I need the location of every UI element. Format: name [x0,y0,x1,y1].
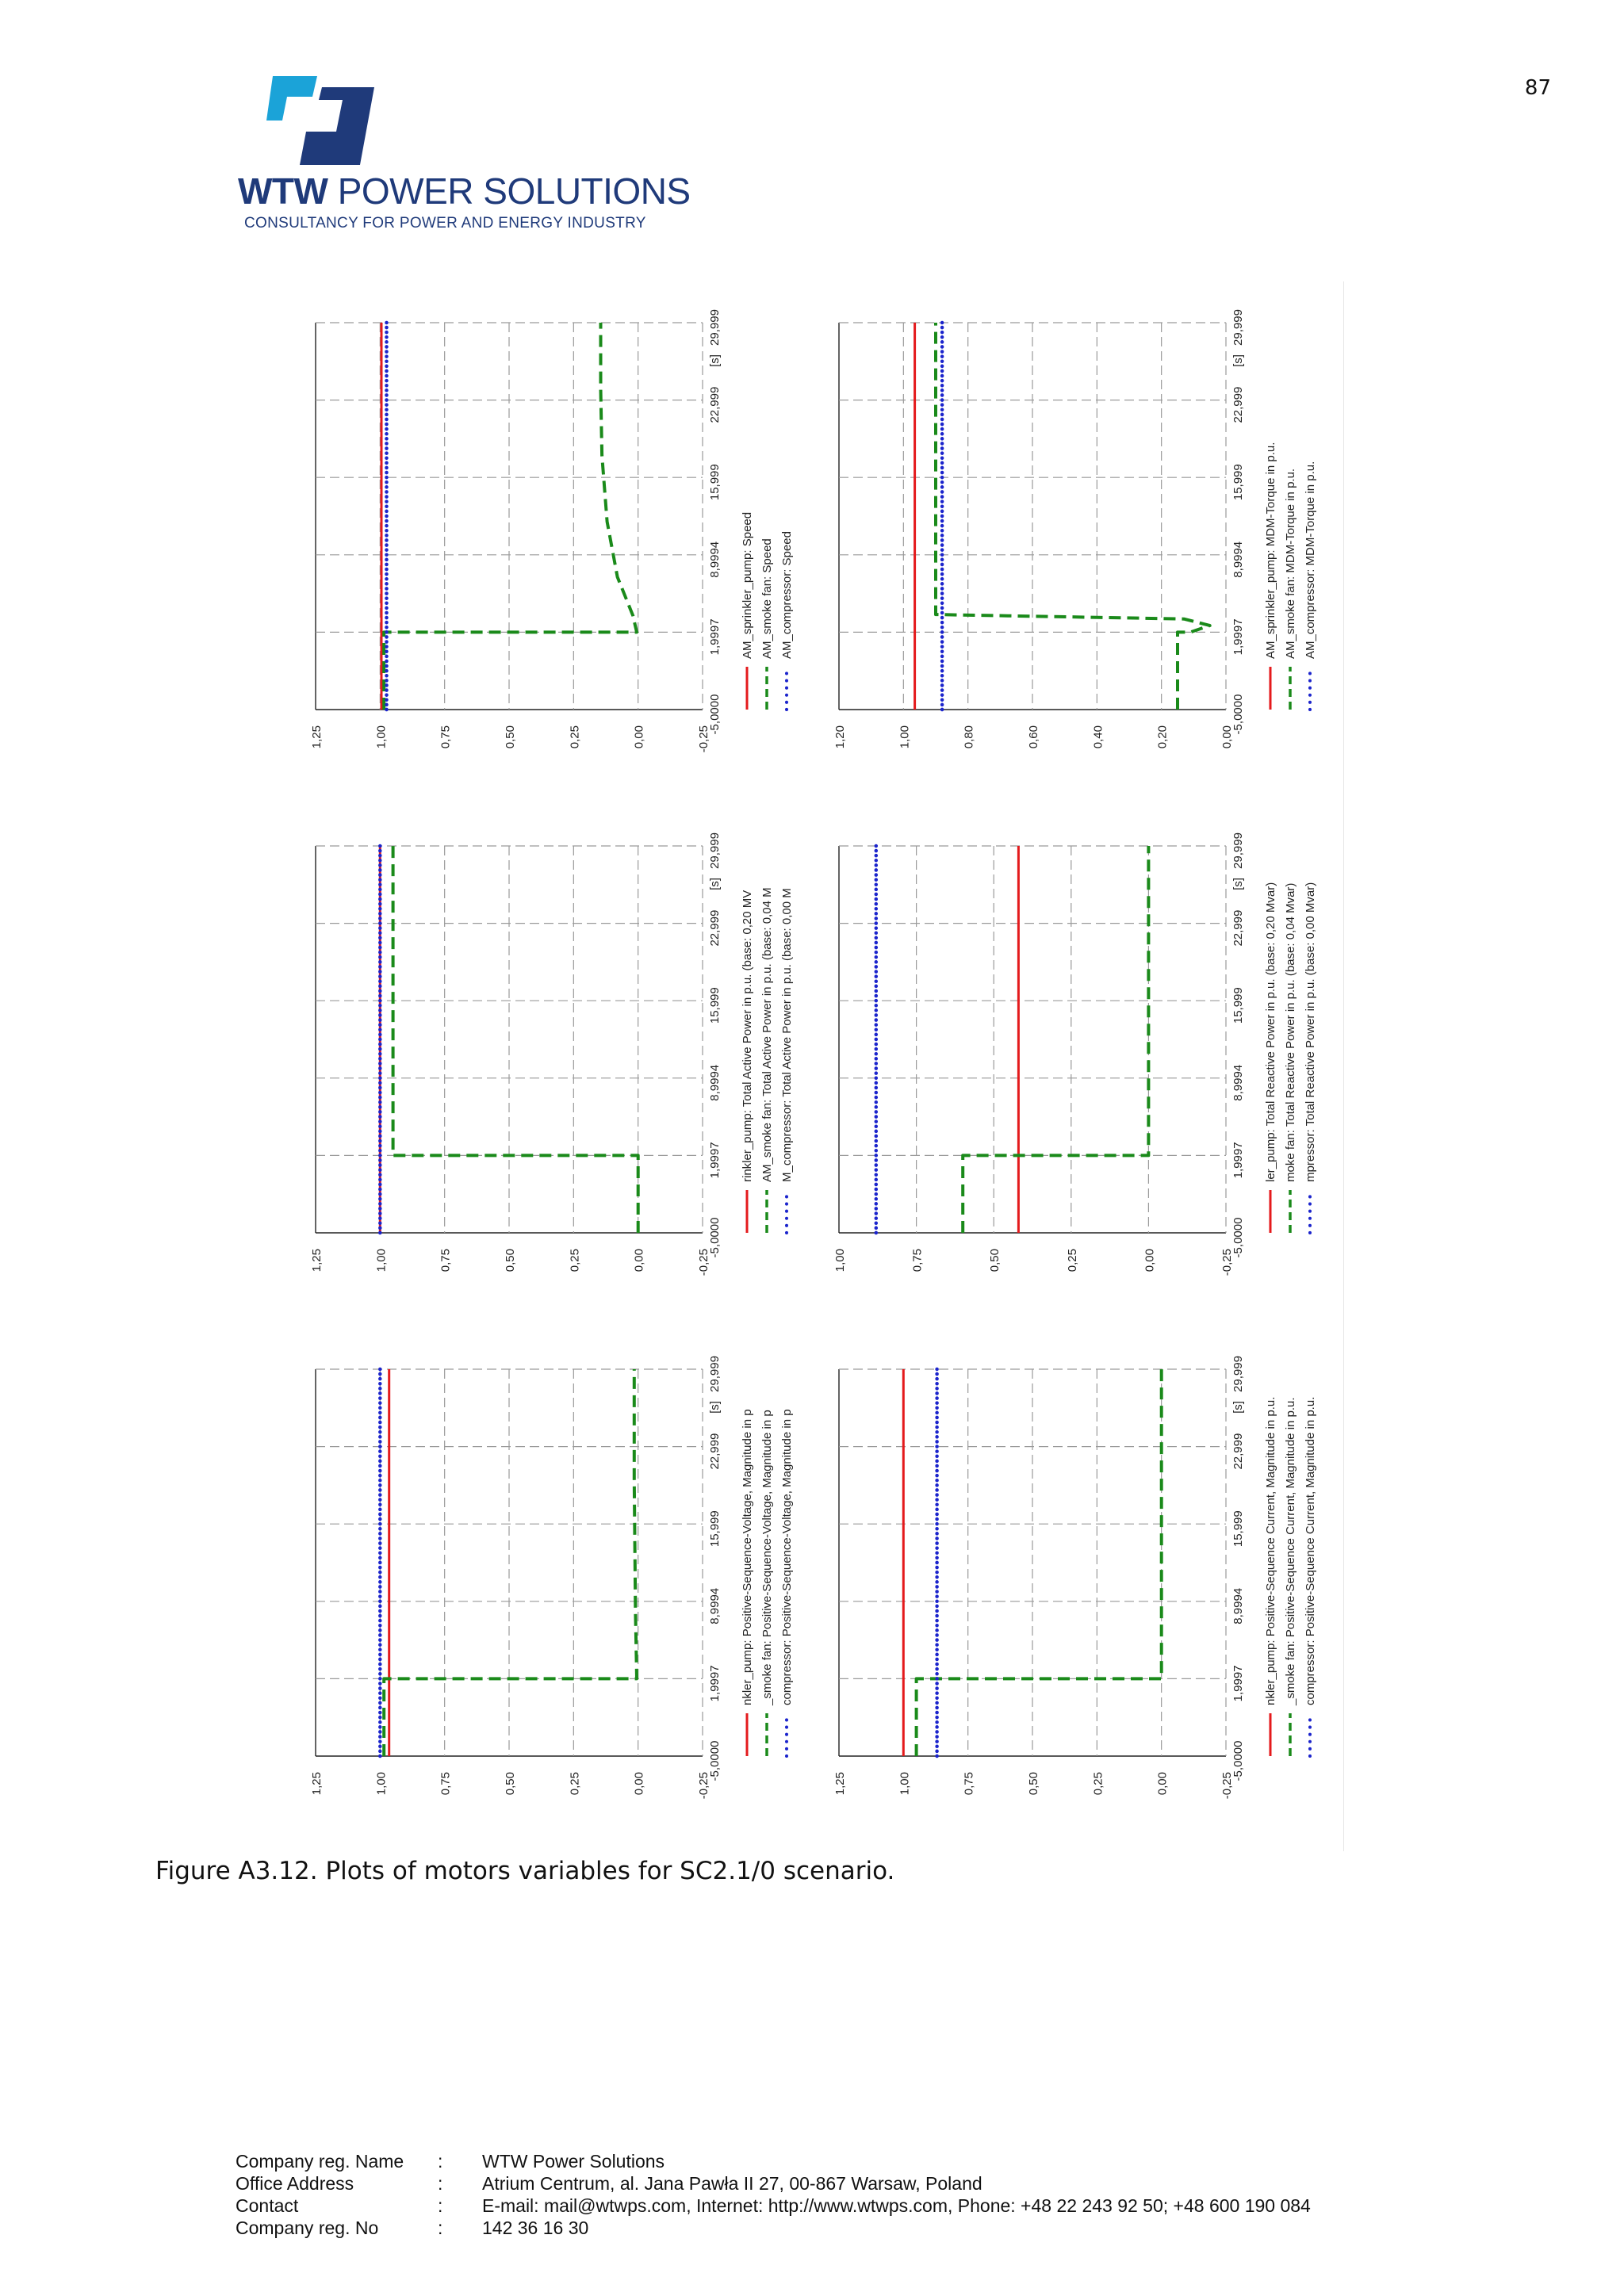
time-tick-label: 8,9994 [708,1587,722,1624]
legend-label: _smoke fan: Positive-Sequence-Voltage, Magnitude in p [760,1410,774,1705]
value-tick-label: 0,75 [962,1772,976,1796]
time-tick-label: 29,999 [1231,309,1245,346]
footer-row [236,2195,1311,2217]
legend-label: ler_pump: Total Reactive Power in p.u. (base: 0,20 Mvar) [1264,882,1277,1182]
time-unit-label: [s] [1231,878,1245,890]
legend-label: mpressor: Total Reactive Power in p.u. (base: 0,00 Mvar) [1304,882,1317,1182]
value-tick-label: 1,00 [898,1772,912,1796]
value-tick-label: 1,25 [310,725,324,749]
time-tick-label: 15,999 [1231,987,1245,1024]
time-tick-label: 29,999 [708,1356,722,1392]
logo-mark-icon [255,76,374,165]
legend-label: moke fan: Total Reactive Power in p.u. (base: 0,04 Mvar) [1284,882,1297,1182]
value-tick-label: 0,50 [988,1249,1002,1272]
value-tick-label: 0,20 [1155,725,1170,749]
series-line-green [393,846,638,1233]
time-unit-label: [s] [1231,1401,1245,1414]
time-tick-label: 22,999 [1231,909,1245,947]
time-tick-label: 1,9997 [1231,1665,1245,1702]
time-tick-label: -5,0000 [708,694,722,735]
company-footer [236,2150,1311,2239]
footer-value: 142 36 16 30 [482,2218,589,2238]
time-tick-label: 8,9994 [708,541,722,578]
footer-separator: : [438,2173,443,2194]
value-tick-label: -0,25 [1220,1772,1234,1800]
value-tick-label: 0,00 [1220,725,1234,749]
legend-label: AM_compressor: MDM-Torque in p.u. [1304,461,1317,659]
time-tick-label: 1,9997 [708,618,722,656]
time-tick-label: 1,9997 [708,1665,722,1702]
legend-label: AM_smoke fan: Total Active Power in p.u. (base: 0,04 M [760,887,774,1182]
time-tick-label: 22,999 [708,1433,722,1470]
time-tick-label: 15,999 [1231,464,1245,501]
footer-separator: : [438,2218,443,2238]
plot-current [822,1328,1345,1851]
footer-value: WTW Power Solutions [482,2151,665,2172]
value-tick-label: 0,00 [632,725,646,749]
time-tick-label: -5,0000 [708,1217,722,1258]
value-tick-label: 0,25 [568,1249,582,1272]
time-tick-label: 1,9997 [1231,618,1245,656]
value-tick-label: 1,25 [310,1249,324,1272]
value-tick-label: 0,60 [1027,725,1040,749]
page-number: 87 [1524,76,1551,100]
company-logo [238,76,691,235]
time-tick-label: 22,999 [1231,1433,1245,1470]
value-tick-label: 0,75 [910,1249,925,1272]
time-tick-label: 15,999 [708,464,722,501]
figure-area [298,281,1344,1851]
value-tick-label: 0,50 [504,1772,517,1796]
legend-label: AM_smoke fan: MDM-Torque in p.u. [1284,468,1297,659]
value-tick-label: 0,00 [1155,1772,1170,1796]
value-tick-label: 1,00 [833,1249,847,1272]
value-tick-label: 0,00 [1143,1249,1157,1272]
value-tick-label: 0,75 [439,725,453,749]
legend-label: rinkler_pump: Total Active Power in p.u. (base: 0,20 MV [741,890,754,1182]
value-tick-label: -0,25 [697,1249,710,1276]
time-unit-label: [s] [708,878,722,890]
time-tick-label: -5,0000 [708,1740,722,1781]
series-line-green [963,846,1148,1233]
value-tick-label: 1,25 [310,1772,324,1796]
footer-row [236,2172,1311,2195]
time-tick-label: 29,999 [1231,832,1245,869]
logo-company-name: WTW POWER SOLUTIONS [238,170,691,212]
footer-row [236,2217,1311,2239]
footer-label: Company reg. Name [236,2151,404,2172]
legend-label: AM_sprinkler_pump: MDM-Torque in p.u. [1264,442,1277,659]
legend-label: AM_sprinkler_pump: Speed [741,511,754,659]
plot-active-power [298,805,822,1328]
series-line-green [384,1369,637,1756]
value-tick-label: 1,20 [833,725,847,749]
legend-label: compressor: Positive-Sequence-Voltage, Magnitude in p [780,1409,794,1705]
series-line-green [917,1369,1162,1756]
footer-value: E-mail: mail@wtwps.com, Internet: http://www.wtwps.com, Phone: +48 22 243 92 50; +48 600 190 084 [482,2195,1311,2216]
footer-row [236,2150,1311,2172]
time-tick-label: 1,9997 [708,1142,722,1179]
value-tick-label: 0,00 [632,1249,646,1272]
time-tick-label: -5,0000 [1231,694,1245,735]
value-tick-label: 1,25 [833,1772,847,1796]
value-tick-label: 1,00 [374,1249,389,1272]
legend-label: nkler_pump: Positive-Sequence-Voltage, Magnitude in p [741,1409,754,1705]
series-line-green [384,323,637,710]
footer-label: Office Address [236,2173,354,2194]
time-tick-label: 8,9994 [1231,1587,1245,1624]
footer-label: Company reg. No [236,2218,379,2238]
time-tick-label: 29,999 [1231,1356,1245,1392]
time-tick-label: 8,9994 [1231,1064,1245,1101]
time-unit-label: [s] [708,354,722,367]
value-tick-label: 0,75 [439,1249,453,1272]
time-tick-label: 15,999 [708,1510,722,1548]
plot-voltage [298,1328,822,1851]
value-tick-label: 0,50 [1027,1772,1040,1796]
value-tick-label: 1,00 [374,1772,389,1796]
time-tick-label: 29,999 [708,832,722,869]
footer-separator: : [438,2195,443,2216]
figure-caption: Figure A3.12. Plots of motors variables for SC2.1/0 scenario. [155,1857,895,1885]
logo-tagline: CONSULTANCY FOR POWER AND ENERGY INDUSTRY [244,215,646,232]
value-tick-label: -0,25 [697,725,710,753]
time-tick-label: 22,999 [708,909,722,947]
time-tick-label: 15,999 [1231,1510,1245,1548]
plot-frame [839,846,1226,1233]
plot-torque [822,281,1345,805]
series-line-green [936,323,1210,710]
time-tick-label: 8,9994 [708,1064,722,1101]
legend-label: compressor: Positive-Sequence Current, Magnitude in p.u. [1304,1396,1317,1705]
value-tick-label: 0,25 [1091,1772,1105,1796]
value-tick-label: 0,25 [1065,1249,1079,1272]
footer-label: Contact [236,2195,299,2216]
legend-label: _smoke fan: Positive-Sequence Current, Magnitude in p.u. [1284,1397,1297,1705]
time-tick-label: 22,999 [1231,386,1245,423]
value-tick-label: 0,00 [632,1772,646,1796]
value-tick-label: -0,25 [1220,1249,1234,1276]
value-tick-label: 1,00 [898,725,912,749]
legend-label: AM_compressor: Speed [780,531,794,659]
time-tick-label: 15,999 [708,987,722,1024]
time-tick-label: 29,999 [708,309,722,346]
value-tick-label: -0,25 [697,1772,710,1800]
value-tick-label: 0,50 [504,725,517,749]
plot-reactive-power [822,805,1345,1328]
time-unit-label: [s] [708,1401,722,1414]
value-tick-label: 0,80 [962,725,976,749]
value-tick-label: 0,40 [1091,725,1105,749]
legend-label: M_compressor: Total Active Power in p.u. (base: 0,00 M [780,888,794,1182]
footer-value: Atrium Centrum, al. Jana Pawła II 27, 00-867 Warsaw, Poland [482,2173,982,2194]
plot-speed [298,281,822,805]
time-tick-label: -5,0000 [1231,1217,1245,1258]
value-tick-label: 0,25 [568,1772,582,1796]
value-tick-label: 1,00 [374,725,389,749]
time-tick-label: -5,0000 [1231,1740,1245,1781]
time-tick-label: 8,9994 [1231,541,1245,578]
value-tick-label: 0,75 [439,1772,453,1796]
time-unit-label: [s] [1231,354,1245,367]
legend-label: nkler_pump: Positive-Sequence Current, Magnitude in p.u. [1264,1396,1277,1705]
time-tick-label: 22,999 [708,386,722,423]
footer-separator: : [438,2151,443,2172]
legend-label: AM_smoke fan: Speed [760,538,774,659]
value-tick-label: 0,25 [568,725,582,749]
time-tick-label: 1,9997 [1231,1142,1245,1179]
value-tick-label: 0,50 [504,1249,517,1272]
